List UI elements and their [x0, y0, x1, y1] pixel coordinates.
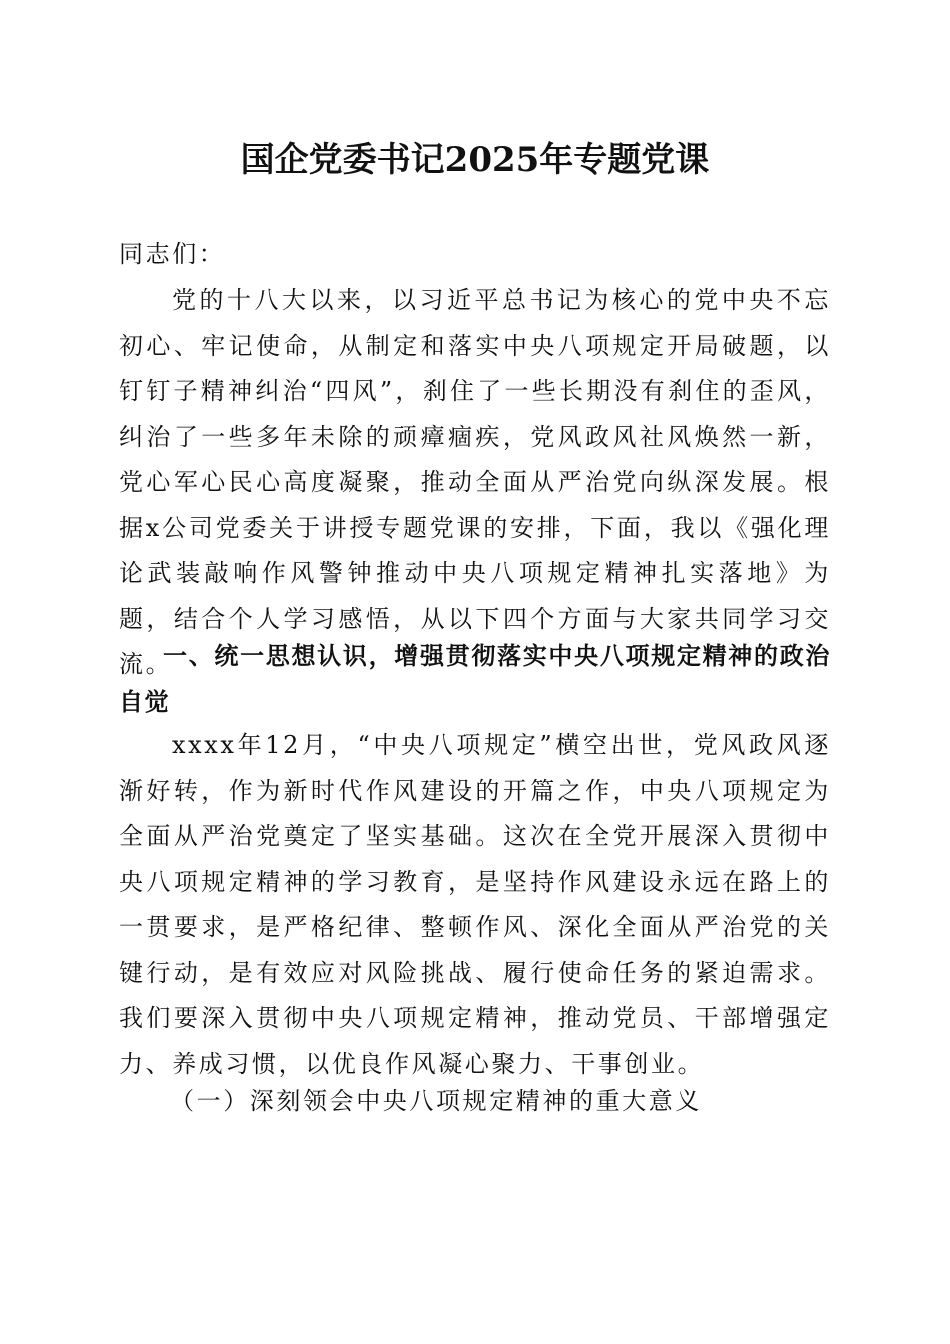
- salutation: 同志们：: [119, 240, 226, 268]
- paragraph-intro: 党的十八大以来，以习近平总书记为核心的党中央不忘初心、牢记使命，从制定和落实中央八项规定开局破题，以钉钉子精神纠治“四风”，刹住了一些长期没有刹住的歪风，纠治了一些多年未除的顽瘴痼疾，党风政风社风焕然一新，党心军心民心高度凝聚，推动全面从严治党向纵深发展。根据x公司党委关于讲授专题党课的安排，下面，我以《强化理论武装敲响作风警钟推动中央八项规定精神扎实落地》为题，结合个人学习感悟，从以下四个方面与大家共同学习交流。: [119, 286, 831, 678]
- document-title: 国企党委书记2025年专题党课: [240, 140, 710, 180]
- subsection-heading: （一）深刻领会中央八项规定精神的重大意义: [170, 1087, 702, 1115]
- paragraph-section-1: xxxx年12月，“中央八项规定”横空出世，党风政风逐渐好转，作为新时代作风建设的开篇之作，中央八项规定为全面从严治党奠定了坚实基础。这次在全党开展深入贯彻中央八项规定精神的学习教育，是坚持作风建设永远在路上的一贯要求，是严格纪律、整顿作风、深化全面从严治党的关键行动，是有效应对风险挑战、履行使命任务的紧迫需求。我们要深入贯彻中央八项规定精神，推动党员、干部增强定力、养成习惯，以优良作风凝心聚力、干事创业。: [119, 731, 831, 1078]
- section-heading: 一、统一思想认识，增强贯彻落实中央八项规定精神的政治自觉: [119, 642, 831, 716]
